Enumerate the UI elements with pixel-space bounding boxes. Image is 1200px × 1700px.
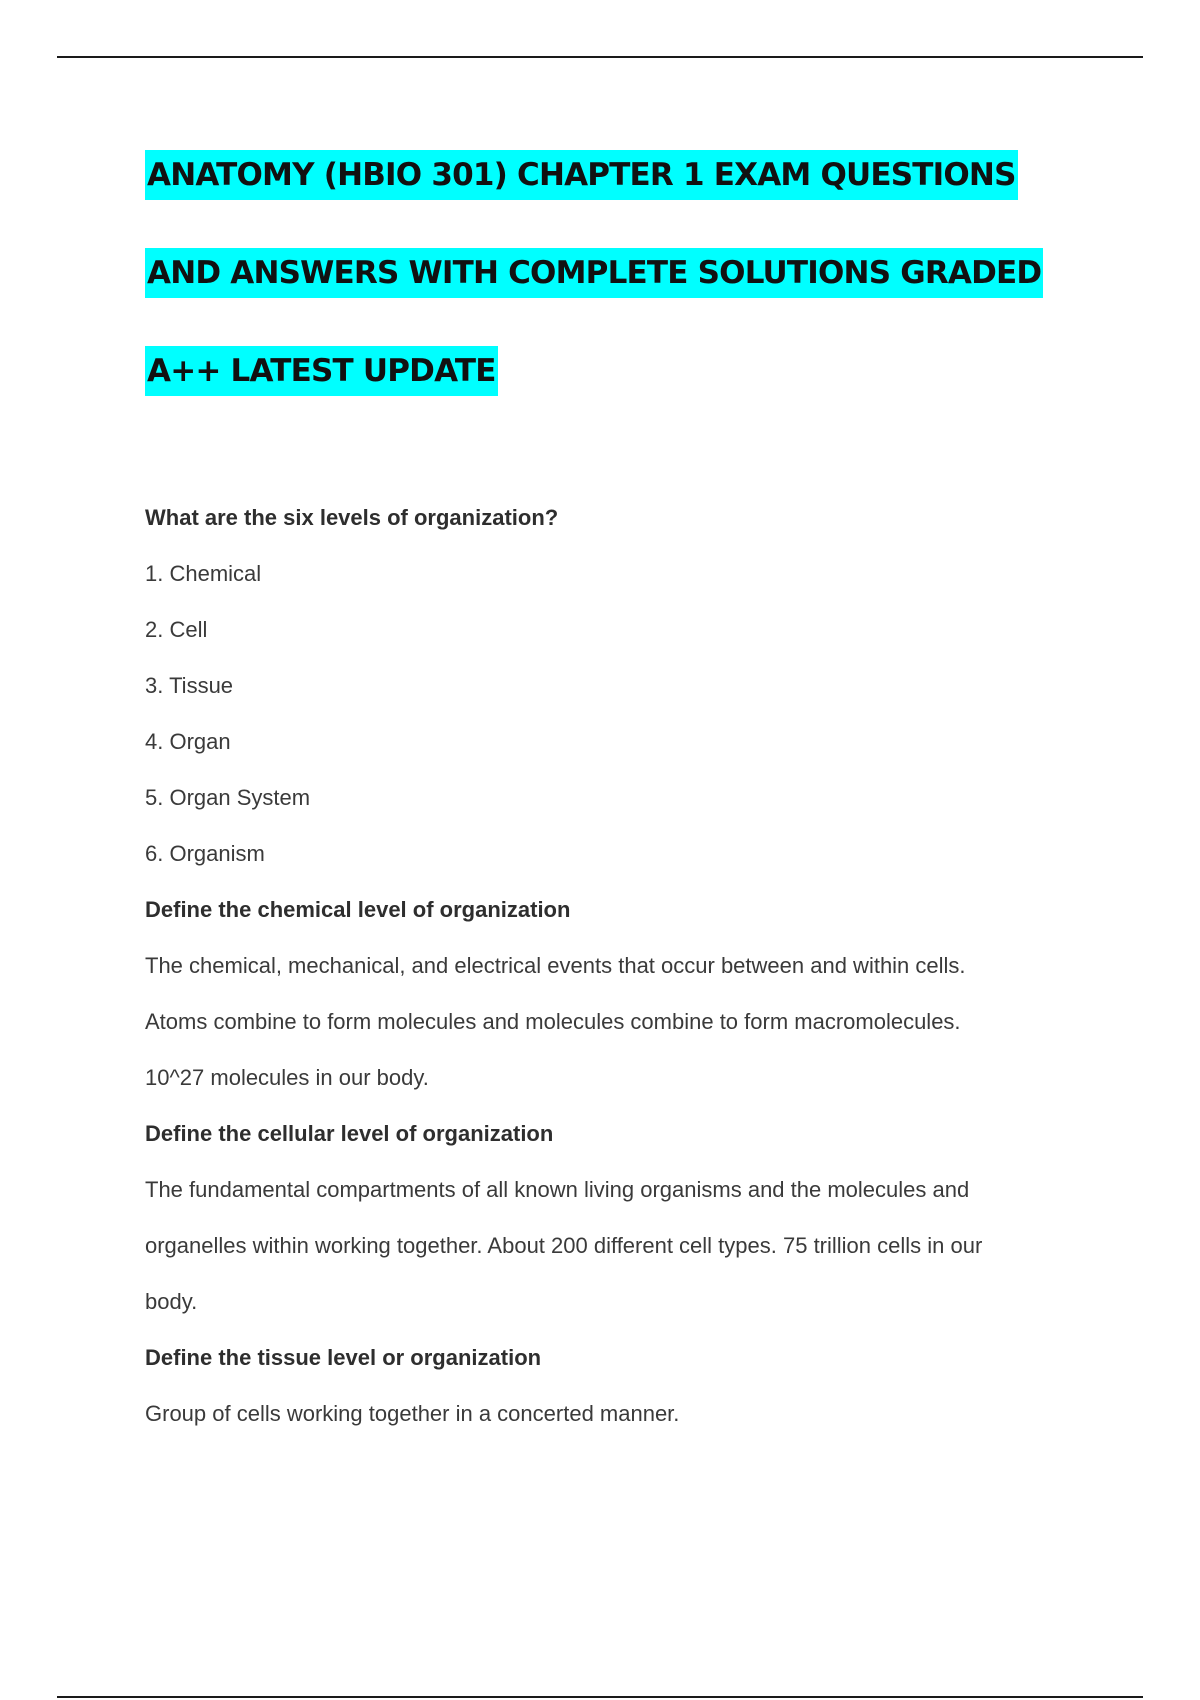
list-item: 4. Organ <box>145 729 231 754</box>
title-line <box>145 248 1105 346</box>
document-title <box>145 150 1105 444</box>
answer-line: organelles within working together. About 200 different cell types. 75 trillion cells in our <box>145 1233 983 1258</box>
answer-line: body. <box>145 1289 198 1314</box>
answer-line: 10^27 molecules in our body. <box>145 1065 429 1090</box>
title-line-text: A++ LATEST UPDATE <box>145 346 498 396</box>
question-heading: Define the tissue level or organization <box>145 1345 542 1370</box>
list-item: 6. Organism <box>145 841 265 866</box>
list-item: 2. Cell <box>145 617 208 642</box>
list-item: 1. Chemical <box>145 561 262 586</box>
answer-line: The chemical, mechanical, and electrical events that occur between and within cells. <box>145 953 966 978</box>
list-item: 5. Organ System <box>145 785 311 810</box>
question-heading: Define the chemical level of organization <box>145 897 571 922</box>
title-line-text: ANATOMY (HBIO 301) CHAPTER 1 EXAM QUESTIONS <box>145 150 1018 200</box>
header-rule <box>57 56 1143 58</box>
answer-line: Group of cells working together in a concerted manner. <box>145 1401 680 1426</box>
title-line <box>145 346 1105 444</box>
list-item: 3. Tissue <box>145 673 234 698</box>
question-heading: Define the cellular level of organization <box>145 1121 554 1146</box>
answer-line: Atoms combine to form molecules and molecules combine to form macromolecules. <box>145 1009 961 1034</box>
footer-rule <box>57 1696 1143 1698</box>
title-line <box>145 150 1105 248</box>
title-line-text: AND ANSWERS WITH COMPLETE SOLUTIONS GRADED <box>145 248 1043 298</box>
question-heading: What are the six levels of organization? <box>145 505 559 530</box>
answer-line: The fundamental compartments of all known living organisms and the molecules and <box>145 1177 970 1202</box>
document-body <box>145 490 1085 1442</box>
